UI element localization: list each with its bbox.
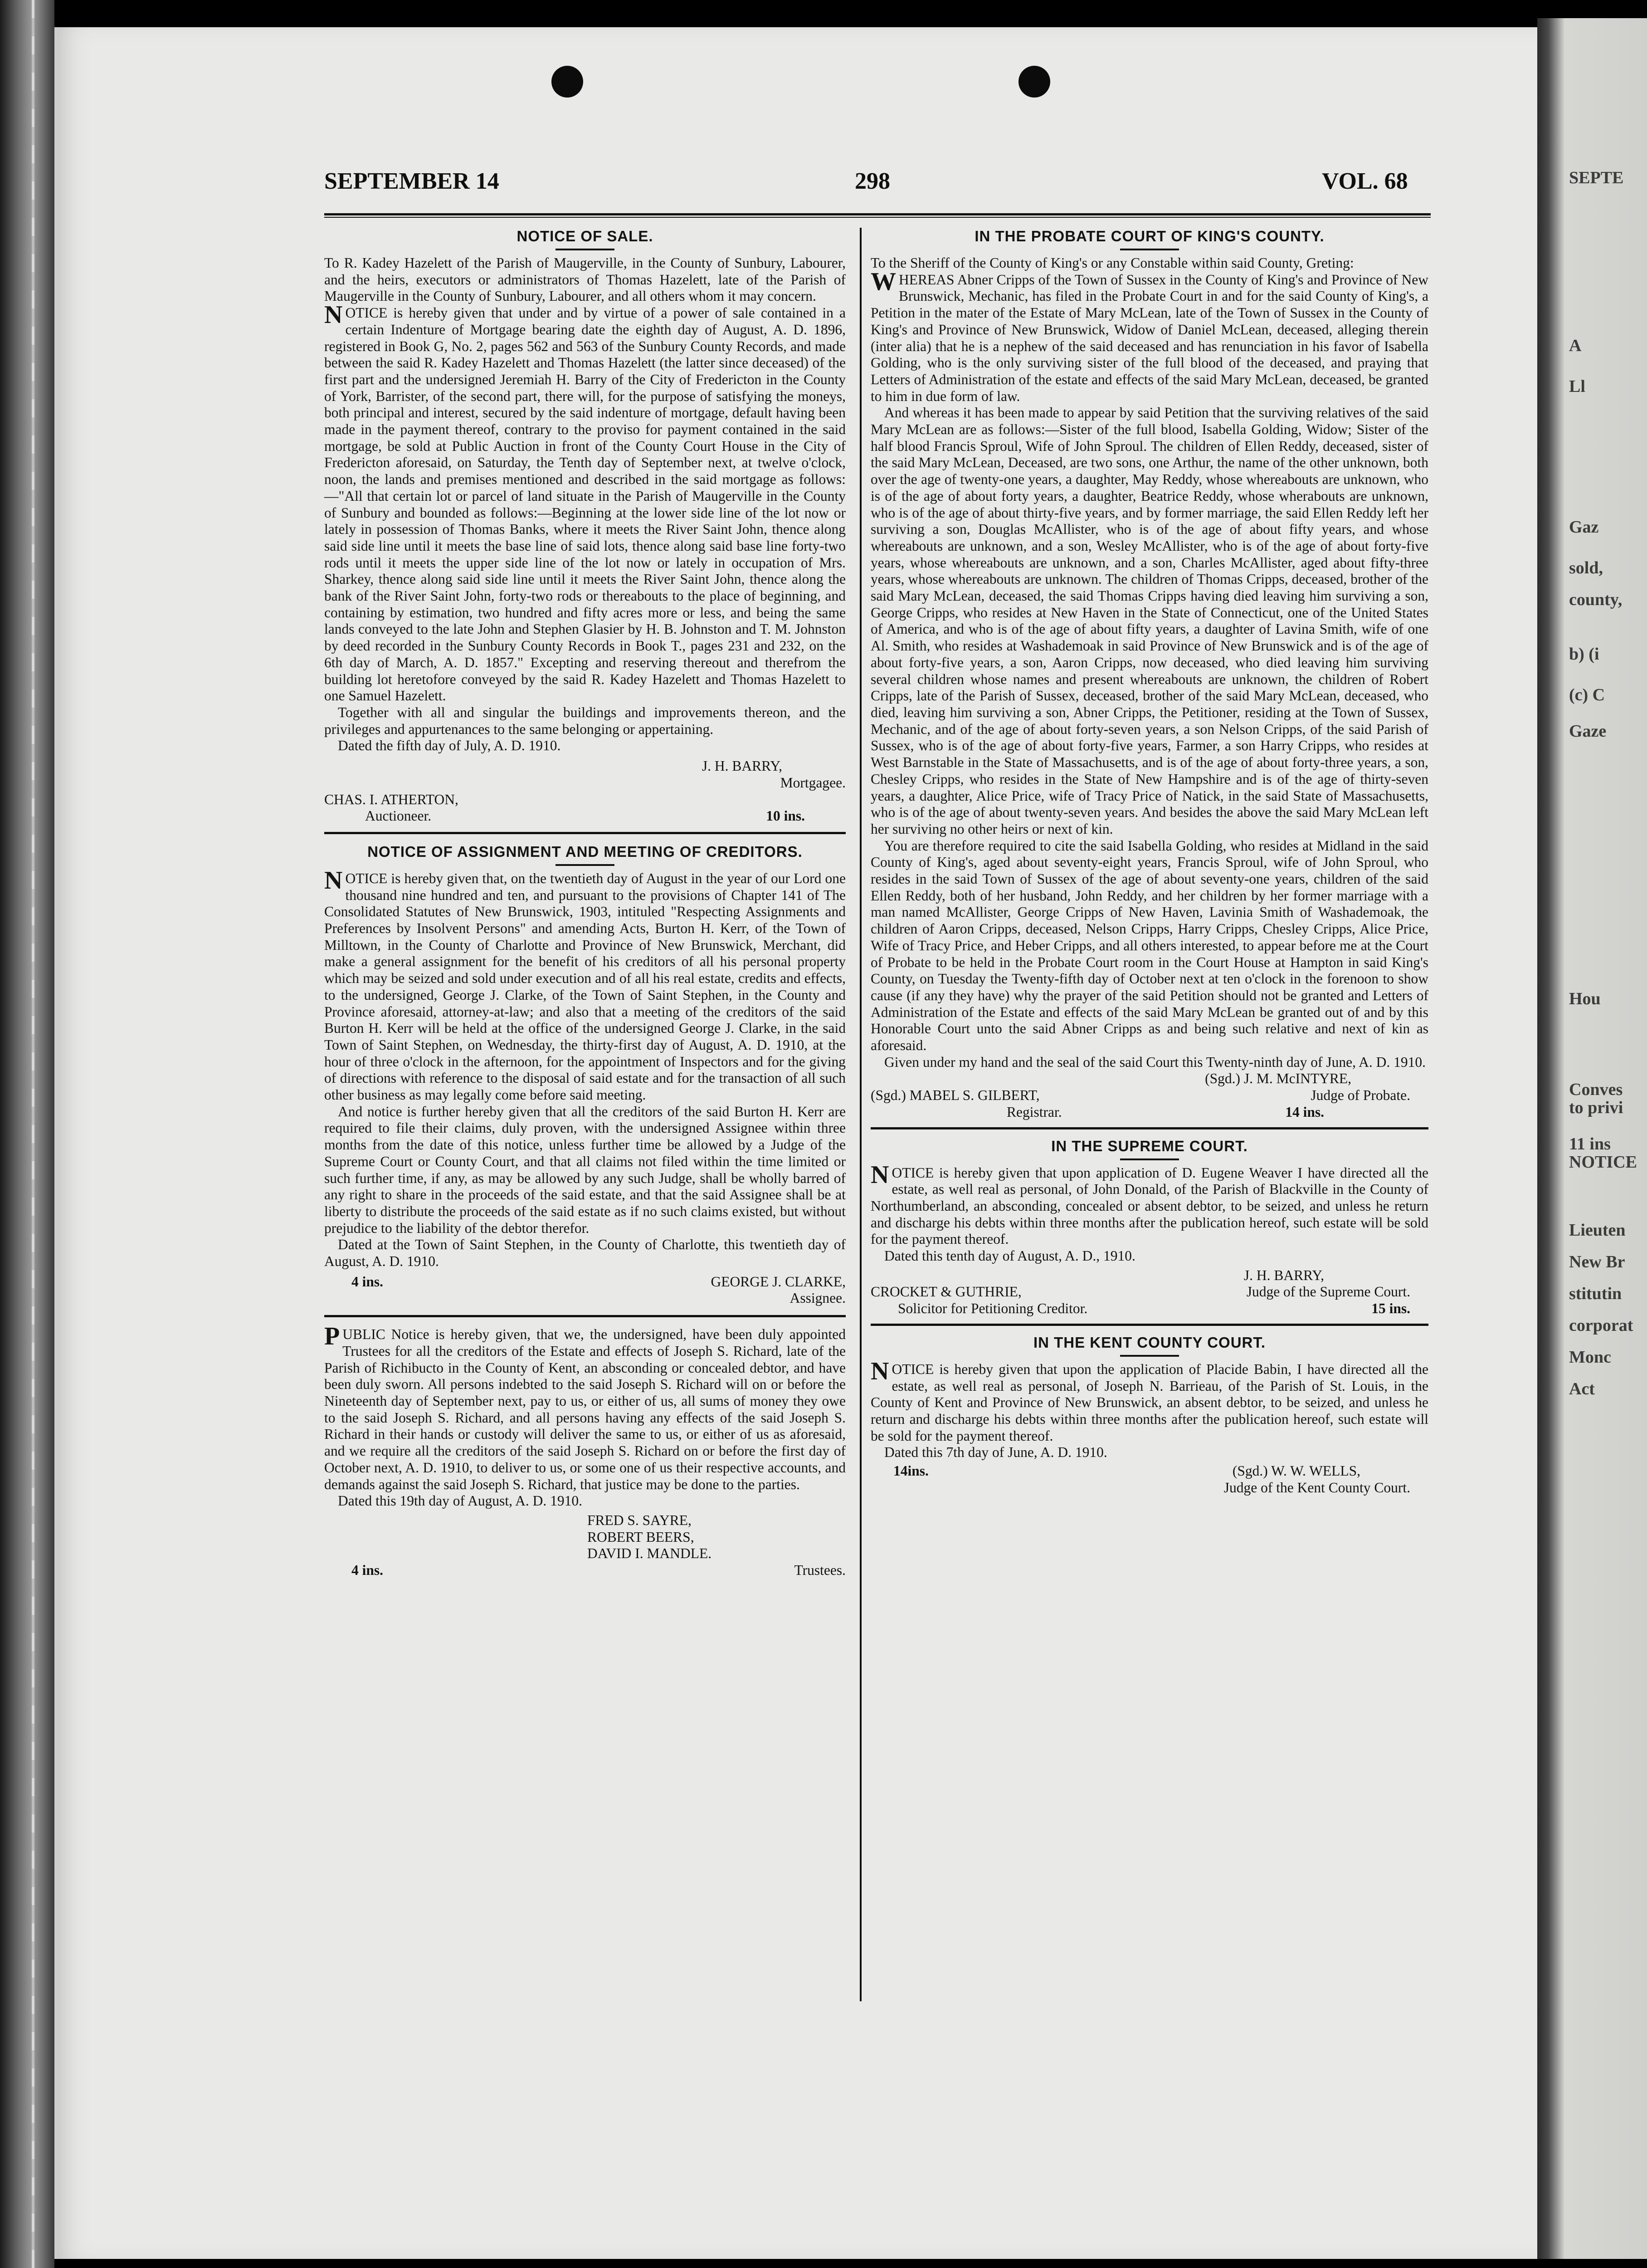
probate-court-notice	[871, 227, 1428, 1121]
trustees-dated: Dated this 19th day of August, A. D. 1910.	[338, 1493, 582, 1509]
auctioneer-name: CHAS. I. ATHERTON,	[324, 791, 458, 807]
adjacent-fragment: NOTICE	[1569, 1153, 1637, 1172]
page-date: SEPTEMBER 14	[324, 168, 499, 194]
sale-body	[324, 301, 846, 704]
adjacent-fragment: (c) C	[1569, 685, 1605, 704]
probate-registrar-role-line	[871, 1104, 1428, 1121]
left-column	[324, 227, 846, 1579]
assignment-dated: Dated at the Town of Saint Stephen, in the County of Charlotte, this twentieth day of August, A. D. 1910.	[324, 1237, 846, 1270]
notice-of-assignment	[324, 842, 846, 1307]
section-rule	[324, 832, 846, 834]
adjacent-fragment: Monc	[1569, 1348, 1611, 1367]
drop-cap: N	[324, 301, 343, 329]
drop-cap: N	[324, 866, 343, 894]
supreme-body	[871, 1160, 1428, 1248]
trustees-role: Trustees.	[794, 1562, 846, 1579]
adjacent-fragment: 11 ins	[1569, 1134, 1611, 1154]
adjacent-fragment: Conves	[1569, 1080, 1623, 1099]
adjacent-fragment: New Br	[1569, 1252, 1625, 1271]
section-rule	[871, 1324, 1428, 1326]
supreme-judge: J. H. BARRY,	[1243, 1267, 1324, 1283]
probate-judge: (Sgd.) J. M. McINTYRE,	[1205, 1070, 1351, 1087]
adjacent-fragment: Gaze	[1569, 722, 1607, 741]
adjacent-fragment: stitutin	[1569, 1284, 1622, 1303]
supreme-solicitor-role-line	[871, 1300, 1428, 1317]
adjacent-fragment: county,	[1569, 590, 1623, 609]
trustee-names	[324, 1512, 846, 1562]
trustee-name: DAVID I. MANDLE.	[587, 1545, 712, 1562]
drop-cap: W	[871, 267, 896, 296]
assignment-signer: GEORGE J. CLARKE,	[711, 1273, 846, 1290]
punch-hole	[551, 66, 583, 98]
insertions-count: 14ins.	[893, 1463, 929, 1479]
adjacent-fragment: Lieuten	[1569, 1221, 1626, 1240]
notice-of-sale	[324, 227, 846, 825]
trustee-name: FRED S. SAYRE,	[587, 1512, 692, 1528]
section-rule	[324, 1315, 846, 1317]
section-title: NOTICE OF SALE.	[517, 228, 653, 244]
assignment-body-text: OTICE is hereby given that, on the twentieth day of August in the year of our Lord one thousand nine hundred and ten, and pursuant to the provisions of Chapter 141 of The Consolidated Statutes of New Brunswick, 1903, intituled "Respecting Assignments and Preferences by Insolvent Persons" and amending Acts, Burton H. Kerr, of the Town of Milltown, in the County of Charlotte and Province of New Brunswick, Merchant, did make a general assignment for the benefit of his creditors of all his personal property which may be seized and sold under execution and of all his real estate, credits and effects, to the undersigned, George J. Clarke, of the Town of Saint Stephen, in the County and Province aforesaid, attorney-at-law; and also that a meeting of the creditors of the said Burton H. Kerr will be held at the office of the undersigned George J. Clarke, in the said Town of Saint Stephen, on Wednesday, the thirty-first day of August, A. D. 1910, at the hour of three o'clock in the afternoon, for the appointment of Inspectors and for the giving of directions with reference to the disposal of said estate and for the transaction of all such other business as may legally come before said meeting.	[324, 870, 846, 1103]
adjacent-fragment: Gaz	[1569, 518, 1599, 537]
trustee-name: ROBERT BEERS,	[587, 1529, 694, 1545]
probate-registrar: (Sgd.) MABEL S. GILBERT,	[871, 1087, 1040, 1104]
supreme-dated: Dated this tenth day of August, A. D., 1910.	[884, 1248, 1135, 1264]
assignment-sign-line	[324, 1274, 846, 1290]
header-rule	[324, 213, 1431, 215]
adjacent-fragment: A	[1569, 336, 1582, 355]
right-column	[871, 227, 1428, 1496]
trustees-notice	[324, 1322, 846, 1579]
supreme-solicitor: CROCKET & GUTHRIE,	[871, 1284, 1022, 1300]
insertions-count: 4 ins.	[351, 1562, 384, 1579]
adjacent-fragment: to privi	[1569, 1098, 1623, 1117]
probate-registrar-line	[871, 1087, 1428, 1104]
assignment-body	[324, 866, 846, 1104]
probate-given: Given under my hand and the seal of the said Court this Twenty-ninth day of June, A. D. 1910.	[884, 1054, 1426, 1070]
adjacent-fragment: Ll	[1569, 377, 1585, 396]
sale-signer-role: Mortgagee.	[780, 774, 846, 791]
supreme-solicitor-line	[871, 1284, 1428, 1300]
assignment-body-2: And notice is further hereby given that all the creditors of the said Burton H. Kerr are required to file their claims, duly proven, with the undersigned Assignee within three months from the date of this notice, unless further time be allowed by a Judge of the Supreme Court or County Court, and that all claims not filed within the time limited or such further time, if any, as may be allowed by any such Judge, shall be wholly barred of any right to share in the proceeds of the said estate, and that the said Assignee shall be at liberty to distribute the proceeds of the said estate as if no such claims existed, but without prejudice to the liability of the debtor therefor.	[324, 1103, 846, 1236]
drop-cap: N	[871, 1357, 889, 1385]
sale-signer: J. H. BARRY,	[702, 758, 782, 774]
insertions-count: 15 ins.	[1371, 1300, 1410, 1317]
title-rule	[555, 249, 614, 250]
adjacent-fragment: b) (i	[1569, 645, 1599, 664]
supreme-solicitor-role: Solicitor for Petitioning Creditor.	[898, 1300, 1088, 1317]
supreme-judge-role: Judge of the Supreme Court.	[1246, 1284, 1410, 1300]
section-title: IN THE PROBATE COURT OF KING'S COUNTY.	[975, 228, 1325, 244]
kent-body-text: OTICE is hereby given that upon the application of Placide Babin, I have directed all the estate, as well real as personal, of Joseph N. Barrieau, of the Parish of St. Louis, in the County of Kent and Province of New Brunswick, an absent debtor, to be seized, and unless he return and discharge his debts within three months after the publication hereof, such estate will be sold for the payment thereof.	[871, 1361, 1428, 1444]
drop-cap: P	[324, 1322, 340, 1351]
probate-body-2: And whereas it has been made to appear by said Petition that the surviving relatives of the said Mary McLean are as follows:—Sister of the full blood, Isabella Golding, Widow; Sister of the half blood Francis Sproul, Wife of John Sproul. The children of Ellen Reddy, deceased, sister of the said Mary McLean, Deceased, are two sons, one Arthur, the name of the other unknown, both over the age of twenty-one years, a daughter, May Reddy, whose whereabouts are unknown, who is of the age of about forty years, a daughter, Beatrice Reddy, whose wherabouts are unknown, who is of the age of about thirty-five years, and by former marriage, the said Ellen Reddy left her surviving a son, Douglas McAllister, who is of the age of about fifty years, and whose whereabouts are unknown, and a son, Wesley McAllister, who is of the age of about forty-five years, whose whereabouts are unknown, and a son, Charles McAllister, aged about fifty-three years, whose whereabouts are unknown. The children of Thomas Cripps, deceased, brother of the said Mary McLean, deceased, the said Thomas Cripps having died leaving him surviving a son, George Cripps, who resides at New Haven in the State of Connecticut, one of the United States of America, and who is of the age of about fifty years, a daughter of Lavina Smith, wife of one Al. Smith, who resides at Washademoak in said Province of New Brunswick and is of the age of about forty-five years, a son, Aaron Cripps, now deceased, who died leaving him surviving several children whose names and present whereabouts are unknown, the children of Robert Cripps, late of the Parish of Sussex, deceased, brother of the said Mary McLean, deceased, who died, leaving him surviving a son, Abner Cripps, the Petitioner, residing at the Town of Sussex, Mechanic, and of the age of about forty-seven years, a son Nelson Cripps, of the said Parish of Sussex, who is of the age of about forty-five years, Farmer, a son Harry Cripps, who resides at West Barnstable in the State of Massachusetts, and is of the age of about forty-three years, a son, Chesley Cripps, who resides in the State of New Hampshire and is of the age of thirty-seven years, a daughter, Alice Price, wife of Tracy Price of Natick, in the said State of Massachusetts, who is of the age of about twenty-seven years. And besides the above the said Mary McLean left her surviving no other heirs or next of kin.	[871, 405, 1428, 837]
section-title: NOTICE OF ASSIGNMENT AND MEETING OF CREDITORS.	[367, 843, 803, 860]
trustees-body	[324, 1322, 846, 1493]
column-divider	[860, 228, 862, 2001]
trustees-sign-line	[324, 1562, 846, 1579]
scan-left-edge	[0, 0, 54, 2268]
sale-together: Together with all and singular the buildings and improvements thereon, and the privileges and appurtenances to the same belonging or appertaining.	[324, 704, 846, 737]
kent-county-court-notice	[871, 1333, 1428, 1496]
probate-body	[871, 267, 1428, 405]
adjacent-fragment: sold,	[1569, 558, 1603, 577]
title-rule	[555, 864, 614, 866]
title-rule	[1120, 1355, 1179, 1357]
insertions-count: 10 ins.	[766, 808, 805, 824]
title-rule	[1120, 1158, 1179, 1160]
sale-body-text: OTICE is hereby given that under and by virtue of a power of sale contained in a certain Indenture of Mortgage bearing date the eighth day of August, A. D. 1896, registered in Book G, No. 2, pages 562 and 563 of the Sunbury County Records, and made between the said R. Kadey Hazelett and Thomas Hazelett (the latter since deceased) of the first part and the undersigned Jeremiah H. Barry of the City of Fredericton in the County of York, Barrister, of the second part, there will, for the purpose of satisfying the moneys, both principal and interest, secured by the said indenture of mortgage, default having been made in the payment thereof, contrary to the proviso for payment contained in the said mortgage, be sold at Public Auction in front of the County Court House in the City of Fredericton aforesaid, on Saturday, the Tenth day of September next, at twelve o'clock, noon, the lands and premises mentioned and described in the said mortgage as follows:—"All that certain lot or parcel of land situate in the Parish of Maugerville in the County of Sunbury and bounded as follows:—Beginning at the lower side line of the lot now or lately in possession of Thomas Banks, where it meets the River Saint John, thence along said side line until it meets the base line of said lots, thence along said base line forty-two rods until it meets the upper side line of the lot now or lately in occupation of Mrs. Sharkey, thence along said side line until it meets the River Saint John, thence along the bank of the River Saint John, forty-two rods or thereabouts to the place of beginning, and containing by estimation, two hundred and fifty acres more or less, and being the same lands conveyed to the late John and Stephen Glasier by H. B. Johnston and T. M. Johnston by deed recorded in the Sunbury County Records in Book T., pages 231 and 232, on the 6th day of March, A. D. 1857." Excepting and reserving thereout and therefrom the building lot heretofore conveyed by the said R. Kadey Hazelett and Thomas Hazelett to one Samuel Hazelett.	[324, 305, 846, 704]
volume-number: VOL. 68	[1322, 168, 1408, 194]
supreme-body-text: OTICE is hereby given that upon application of D. Eugene Weaver I have directed all the estate, as well real as personal, of John Donald, of the Parish of Blackville in the County of Northumberland, an absconding, concealed or absent debtor, to be seized, and unless he return and discharge his debts within three months after the publication hereof, such estate will be sold for the payment thereof.	[871, 1164, 1428, 1247]
sale-dated: Dated the fifth day of July, A. D. 1910.	[338, 738, 561, 754]
probate-intro: To the Sheriff of the County of King's or any Constable within said County, Greting:	[871, 255, 1354, 271]
page-number: 298	[855, 168, 890, 194]
title-rule	[1120, 249, 1179, 250]
section-rule	[871, 1127, 1428, 1129]
assignment-signer-role: Assignee.	[789, 1290, 846, 1306]
kent-judge: (Sgd.) W. W. WELLS,	[1232, 1463, 1360, 1479]
adjacent-page-edge	[1537, 18, 1647, 2259]
kent-dated: Dated this 7th day of June, A. D. 1910.	[884, 1444, 1107, 1461]
drop-cap: N	[871, 1160, 889, 1189]
adjacent-fragment: Hou	[1569, 989, 1601, 1008]
probate-body-text: HEREAS Abner Cripps of the Town of Sussex in the County of King's and Province of New Brunswick, Mechanic, has filed in the Probate Court in and for the said County of King's, a Petition in the mater of the Estate of Mary McLean, late of the Town of Sussex in the County of King's and Province of New Brunswick, Widow of Daniel McLean, deceased, alleging therein (inter alia) that he is a nephew of the said deceased and has renunciation in his favor of Isabella Golding, who is the only surviving sister of the full blood of the deceased, and praying that Letters of Administration of the estate and effects of the said Mary McLean, deceased, be granted to him in due form of law.	[871, 271, 1428, 404]
adjacent-fragment: corporat	[1569, 1316, 1633, 1335]
probate-body-3: You are therefore required to cite the said Isabella Golding, who resides at Midland in the said County of King's, aged about seventy-eight years, Francis Sproul, wife of John Sproul, who resides in the said Town of Sussex of the age of about seventy-one years, children of the said Ellen Reddy, both of her husband, John Reddy, and her children by her former marriage with a man named McAllister, George Cripps of New Haven, Lavinia Smith of Washademoak, the children of Aaron Cripps, deceased, Nelson Cripps, Harry Cripps, Chesley Cripps, Alice Price, Wife of Tracy Price, and Heber Cripps, and all others interested, to appear before me at the Court of Probate to be held in the Probate Court room in the Court House at Hampton in said King's County, on Tuesday the Twenty-fifth day of October next at ten o'clock in the forenoon to show cause (if any they have) why the prayer of the said Petition should not be granted and Letters of Administration of the Estate and effects of the said Mary McLean be granted out of and by this Honorable Court unto the said Abner Cripps as and being such relative and next of kin as aforesaid.	[871, 837, 1428, 1054]
insertions-count: 4 ins.	[351, 1273, 384, 1290]
kent-body	[871, 1357, 1428, 1445]
probate-registrar-role: Registrar.	[1007, 1104, 1062, 1120]
punch-hole	[1018, 66, 1050, 98]
sale-intro: To R. Kadey Hazelett of the Parish of Maugerville, in the County of Sunbury, Labourer, and the heirs, executors or administrators of Thomas Hazelett, late of the Parish of Maugerville in the County of Sunbury, Labourer, and all others whom it may concern.	[324, 255, 846, 304]
section-title: IN THE SUPREME COURT.	[1051, 1137, 1248, 1154]
adjacent-fragment: SEPTE	[1569, 168, 1624, 187]
kent-judge-role: Judge of the Kent County Court.	[1223, 1479, 1410, 1496]
probate-judge-role: Judge of Probate.	[1311, 1087, 1410, 1104]
insertions-count: 14 ins.	[1285, 1104, 1324, 1120]
trustees-body-text: UBLIC Notice is hereby given, that we, the undersigned, have been duly appointed Trustees for all the creditors of the Estate and effects of Joseph S. Richard, late of the Parish of Richibucto in the County of Kent, an absconding or concealed debtor, and have been duly sworn. All persons indebted to the said Joseph S. Richard will on or before the Nineteenth day of September next, pay to us, or either of us, all sums of money they owe to the said Joseph S. Richard, and all persons having any effects of the said Joseph S. Richard in their hands or custody will deliver the same to us, or either of us as aforesaid, and we require all the creditors of the said Joseph S. Richard on or before the first day of October next, A. D. 1910, to deliver to us, or some one of us their respective accounts, and demands against the said Joseph S. Richard, that justice may be done to the parties.	[324, 1326, 846, 1492]
adjacent-fragment: Act	[1569, 1379, 1595, 1398]
header-rule-thin	[324, 217, 1431, 218]
auctioneer-role: Auctioneer.	[365, 808, 432, 824]
section-title: IN THE KENT COUNTY COURT.	[1033, 1334, 1266, 1351]
supreme-court-notice	[871, 1137, 1428, 1317]
auctioneer-line	[324, 808, 846, 825]
kent-sign-line	[871, 1463, 1428, 1480]
